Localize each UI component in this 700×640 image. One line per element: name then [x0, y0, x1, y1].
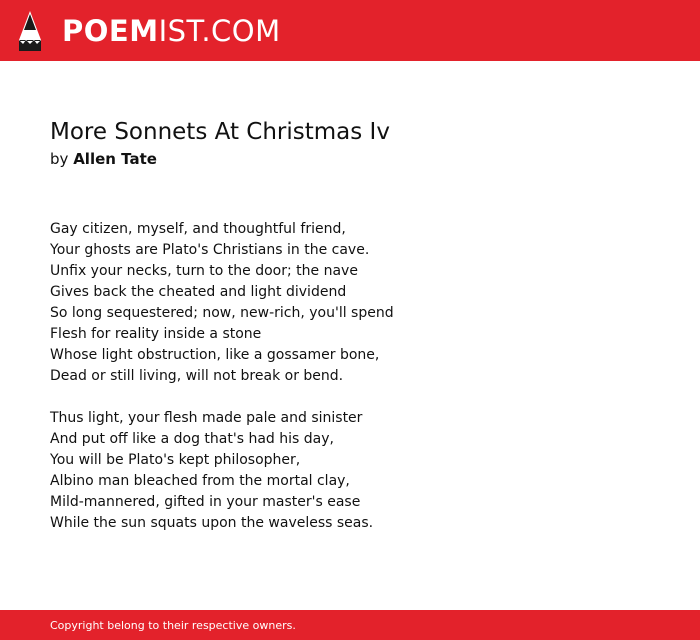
pencil-tip-icon[interactable]	[17, 10, 43, 52]
poem-line: Flesh for reality inside a stone	[50, 326, 262, 342]
poem-line: Dead or still living, will not break or bend.	[50, 368, 344, 384]
poem-line: Thus light, your flesh made pale and sinister	[50, 410, 363, 426]
by-label: by	[50, 150, 69, 168]
poem-line: Gives back the cheated and light dividend	[50, 284, 347, 300]
poem-stanza-1	[50, 219, 650, 387]
poem-line: Gay citizen, myself, and thoughtful friend,	[50, 221, 346, 237]
poem-line: Whose light obstruction, like a gossamer bone,	[50, 347, 380, 363]
poem-line: And put off like a dog that's had his day,	[50, 431, 334, 447]
poem-line: Your ghosts are Plato's Christians in the cave.	[50, 242, 370, 258]
poem-stanza-2	[50, 408, 650, 534]
site-logo-text[interactable]	[62, 13, 281, 49]
poem-body	[50, 219, 650, 555]
poem-author[interactable]: Allen Tate	[73, 150, 157, 168]
site-footer	[0, 610, 700, 640]
poem-line: While the sun squats upon the waveless seas.	[50, 515, 374, 531]
poem-byline	[50, 149, 157, 169]
poem-line: Unfix your necks, turn to the door; the nave	[50, 263, 358, 279]
poem-line: You will be Plato's kept philosopher,	[50, 452, 301, 468]
copyright-text: Copyright belong to their respective owners.	[50, 619, 296, 632]
brand-name-bold: POEM	[62, 14, 159, 48]
poem-line: Mild-mannered, gifted in your master's ease	[50, 494, 361, 510]
poem-line: So long sequestered; now, new-rich, you'll spend	[50, 305, 394, 321]
poem-line: Albino man bleached from the mortal clay,	[50, 473, 350, 489]
brand-name-light: IST.COM	[158, 14, 281, 48]
poem-title: More Sonnets At Christmas Iv	[50, 119, 390, 145]
site-header	[0, 0, 700, 61]
